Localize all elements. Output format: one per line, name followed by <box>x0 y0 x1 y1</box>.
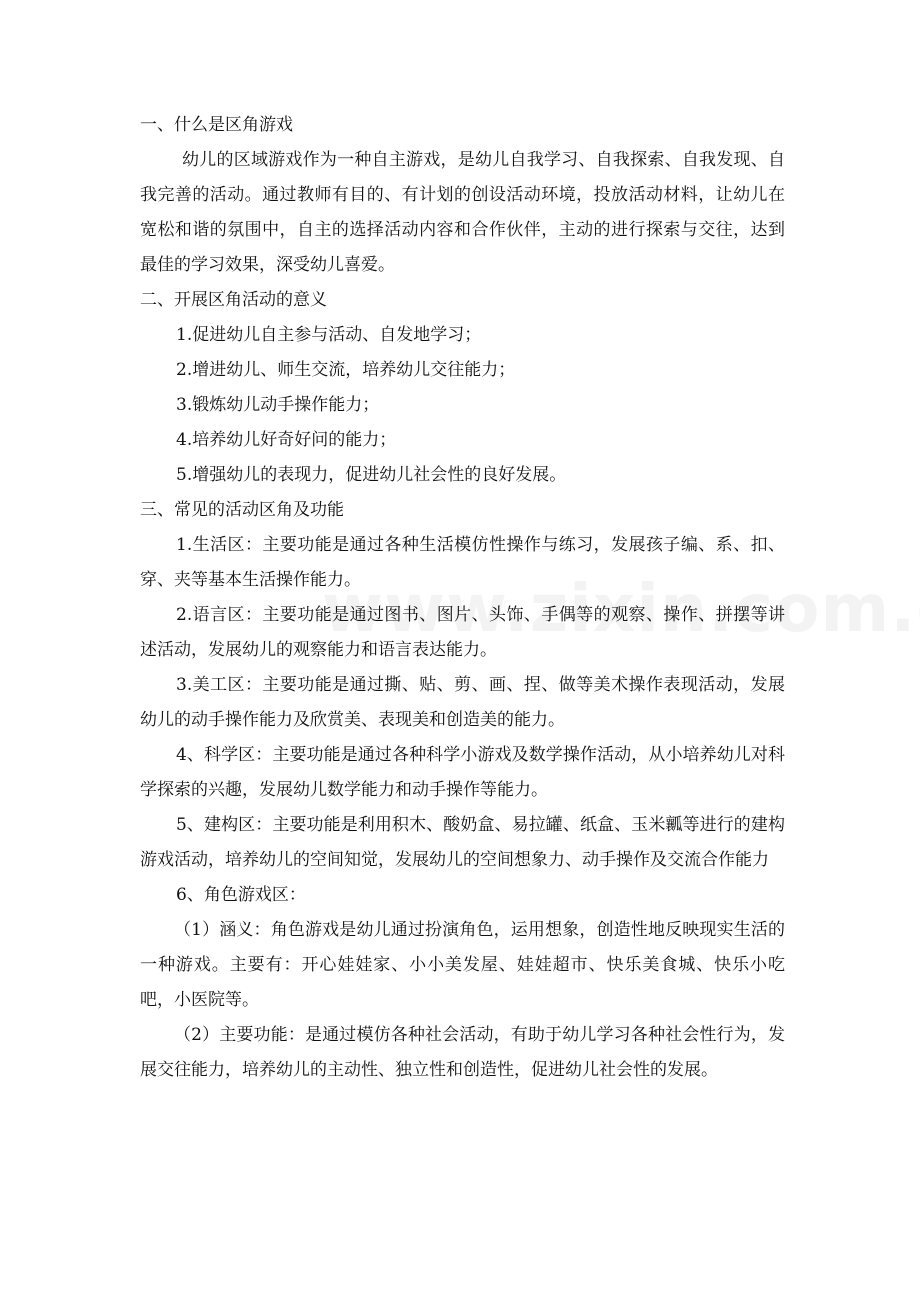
heading-common-areas: 三、常见的活动区角及功能 <box>140 500 344 520</box>
list-item-role-play-area: 6、角色游戏区： <box>176 885 306 905</box>
list-item-significance-1: 1.促进幼儿自主参与活动、自发地学习； <box>176 325 482 345</box>
heading-significance: 二、开展区角活动的意义 <box>140 290 327 310</box>
list-item-significance-4: 4.培养幼儿好奇好问的能力； <box>176 430 397 450</box>
list-item-science-area: 4、科学区：主要功能是通过各种科学小游戏及数学操作活动，从小培养幼儿对科学探索的兴趣，发展幼儿数学能力和动手操作等能力。 <box>140 745 785 800</box>
list-item-significance-2: 2.增进幼儿、师生交流，培养幼儿交往能力； <box>176 360 516 380</box>
sub-item-role-play-meaning: （1）涵义：角色游戏是幼儿通过扮演角色，运用想象，创造性地反映现实生活的一种游戏。主要有：开心娃娃家、小小美发屋、娃娃超市、快乐美食城、快乐小吃吧，小医院等。 <box>140 920 785 1010</box>
list-item-construction-area: 5、建构区：主要功能是利用积木、酸奶盒、易拉罐、纸盒、玉米瓤等进行的建构游戏活动，培养幼儿的空间知觉，发展幼儿的空间想象力、动手操作及交流合作能力 <box>140 815 785 870</box>
heading-what-is-corner-play: 一、什么是区角游戏 <box>140 115 293 135</box>
sub-item-role-play-function: （2）主要功能：是通过模仿各种社会活动，有助于幼儿学习各种社会性行为，发展交往能力，培养幼儿的主动性、独立性和创造性，促进幼儿社会性的发展。 <box>140 1025 785 1080</box>
list-item-language-area: 2.语言区：主要功能是通过图书、图片、头饰、手偶等的观察、操作、拼摆等讲述活动，发展幼儿的观察能力和语言表达能力。 <box>140 605 785 660</box>
document-body <box>140 108 785 1088</box>
list-item-life-area: 1.生活区：主要功能是通过各种生活模仿性操作与练习，发展孩子编、系、扣、穿、夹等基本生活操作能力。 <box>140 535 785 590</box>
list-item-art-area: 3.美工区：主要功能是通过撕、贴、剪、画、捏、做等美术操作表现活动，发展幼儿的动手操作能力及欣赏美、表现美和创造美的能力。 <box>140 675 785 730</box>
list-item-significance-3: 3.锻炼幼儿动手操作能力； <box>176 395 380 415</box>
list-item-significance-5: 5.增强幼儿的表现力，促进幼儿社会性的良好发展。 <box>176 465 567 485</box>
paragraph-definition: 幼儿的区域游戏作为一种自主游戏，是幼儿自我学习、自我探索、自我发现、自我完善的活动。通过教师有目的、有计划的创设活动环境，投放活动材料，让幼儿在宽松和谐的氛围中，自主的选择活动内容和合作伙伴，主动的进行探索与交往，达到最佳的学习效果，深受幼儿喜爱。 <box>140 150 785 275</box>
